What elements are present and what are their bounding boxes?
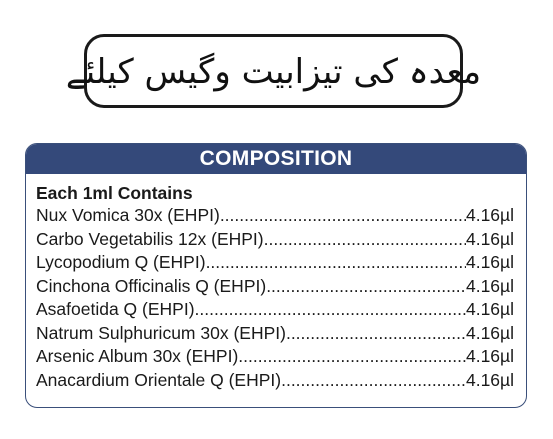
ingredient-row <box>36 369 514 393</box>
ingredient-amount: 4.16µl <box>465 228 514 249</box>
leader-dots <box>195 298 466 322</box>
ingredient-amount: 4.16µl <box>465 299 514 319</box>
leader-dots <box>286 322 466 346</box>
urdu-title: معدہ کی تیزابیت وگیس کیلئے <box>65 51 482 92</box>
ingredient-name: Carbo Vegetabilis 12x (EHPI) <box>36 228 264 249</box>
leader-dots <box>220 204 466 228</box>
ingredient-amount: 4.16µl <box>465 369 514 390</box>
ingredient-amount: 4.16µl <box>465 322 514 343</box>
ingredient-amount: 4.16µl <box>465 275 514 296</box>
ingredient-name: Natrum Sulphuricum 30x (EHPI) <box>36 322 286 343</box>
ingredient-name: Asafoetida Q (EHPI) <box>36 299 195 319</box>
ingredient-row <box>36 322 514 346</box>
ingredient-row <box>36 228 514 252</box>
ingredient-list <box>36 204 514 392</box>
leader-dots <box>281 369 466 393</box>
urdu-title-box <box>65 34 482 108</box>
composition-subheading: Each 1ml Contains <box>36 183 193 203</box>
ingredient-row <box>36 345 514 369</box>
composition-body <box>26 174 526 392</box>
ingredient-name: Anacardium Orientale Q (EHPI) <box>36 369 282 390</box>
ingredient-name: Cinchona Officinalis Q (EHPI) <box>36 275 267 296</box>
leader-dots <box>264 228 466 252</box>
ingredient-name: Nux Vomica 30x (EHPI) <box>36 205 220 225</box>
ingredient-row <box>36 251 514 275</box>
ingredient-name: Lycopodium Q (EHPI) <box>36 252 206 272</box>
leader-dots <box>266 275 466 299</box>
leader-dots <box>206 251 466 275</box>
ingredient-row <box>36 204 514 228</box>
composition-header: COMPOSITION <box>26 144 526 174</box>
ingredient-amount: 4.16µl <box>465 346 514 366</box>
ingredient-amount: 4.16µl <box>465 205 514 225</box>
ingredient-amount: 4.16µl <box>465 252 514 272</box>
ingredient-name: Arsenic Album 30x (EHPI) <box>36 346 239 366</box>
composition-panel <box>25 143 527 408</box>
ingredient-row <box>36 275 514 299</box>
leader-dots <box>238 345 466 369</box>
ingredient-row <box>36 298 514 322</box>
